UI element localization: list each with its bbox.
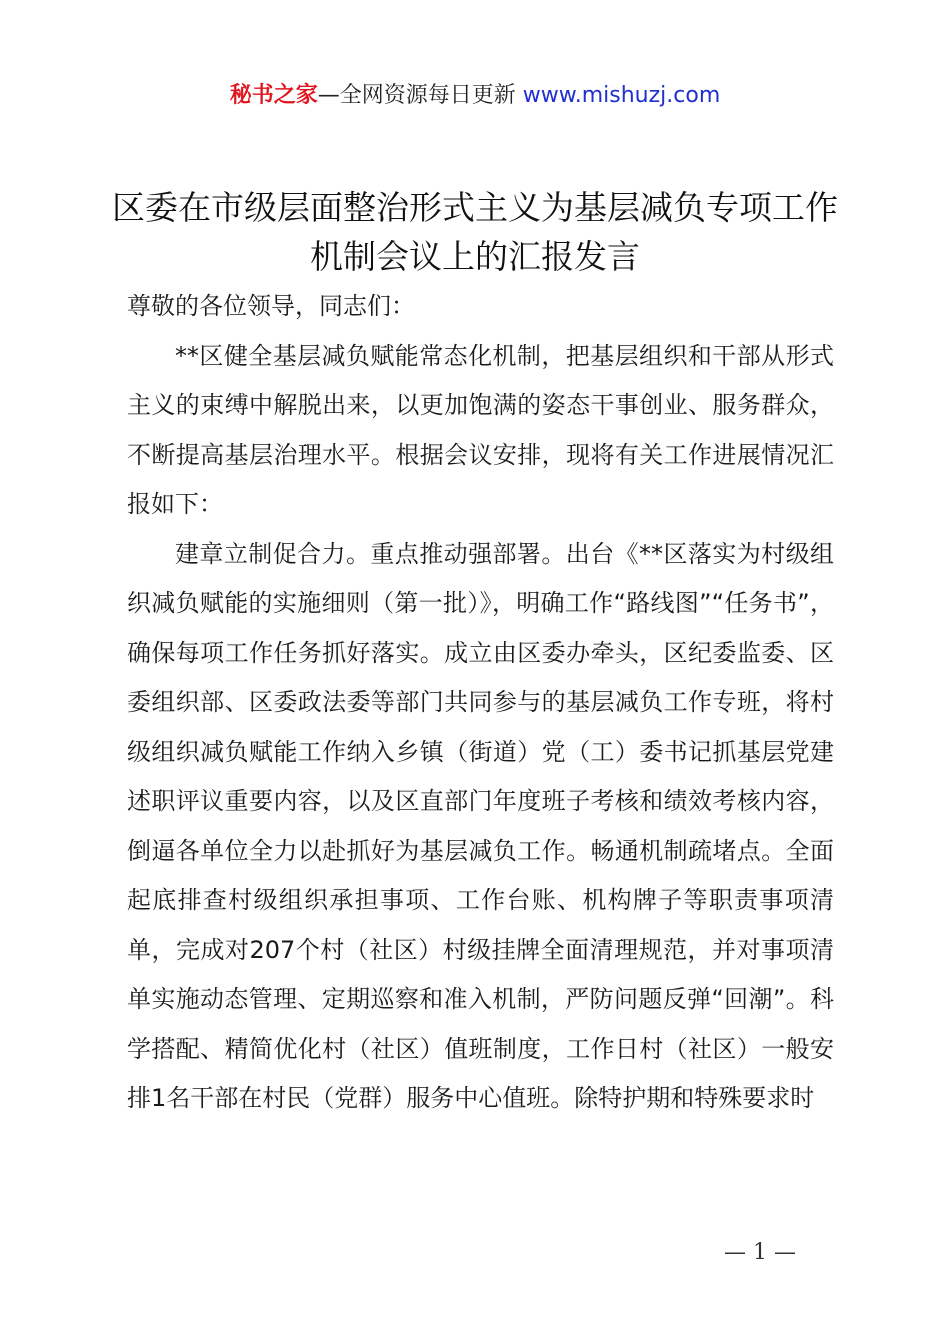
salutation: 尊敬的各位领导，同志们： — [127, 292, 415, 320]
site-brand: 秘书之家 — [229, 83, 318, 108]
site-url-link[interactable]: www.mishuzj.com — [522, 83, 721, 108]
body-paragraph-intro: **区健全基层减负赋能常态化机制，把基层组织和干部从形式主义的束缚中解脱出来，以更加饱满的姿态干事创业、服务群众，不断提高基层治理水平。根据会议安排，现将有关工作进展情况汇报如下： — [127, 341, 834, 518]
site-header — [0, 80, 950, 112]
document-body — [127, 282, 834, 1124]
site-tagline: —全网资源每日更新 — [317, 83, 523, 108]
document-title: 区委在市级层面整治形式主义为基层减负专项工作机制会议上的汇报发言 — [112, 188, 838, 276]
page-number: — 1 — — [724, 1240, 796, 1265]
body-paragraph-main: 建章立制促合力。重点推动强部署。出台《**区落实为村级组织减负赋能的实施细则（第一批）》，明确工作“路线图”“任务书”，确保每项工作任务抓好落实。成立由区委办牵头，区纪委监委、区委组织部、区委政法委等部门共同参与的基层减负工作专班，将村级组织减负赋能工作纳入乡镇（街道）党（工）委书记抓基层党建述职评议重要内容，以及区直部门年度班子考核和绩效考核内容，倒逼各单位全力以赴抓好为基层减负工作。畅通机制疏堵点。全面起底排查村级组织承担事项、工作台账、机构牌子等职责事项清单，完成对207个村（社区）村级挂牌全面清理规范，并对事项清单实施动态管理、定期巡察和准入机制，严防问题反弹“回潮”。科学搭配、精简优化村（社区）值班制度，工作日村（社区）一般安排1名干部在村民（党群）服务中心值班。除特护期和特殊要求时 — [127, 539, 834, 1112]
